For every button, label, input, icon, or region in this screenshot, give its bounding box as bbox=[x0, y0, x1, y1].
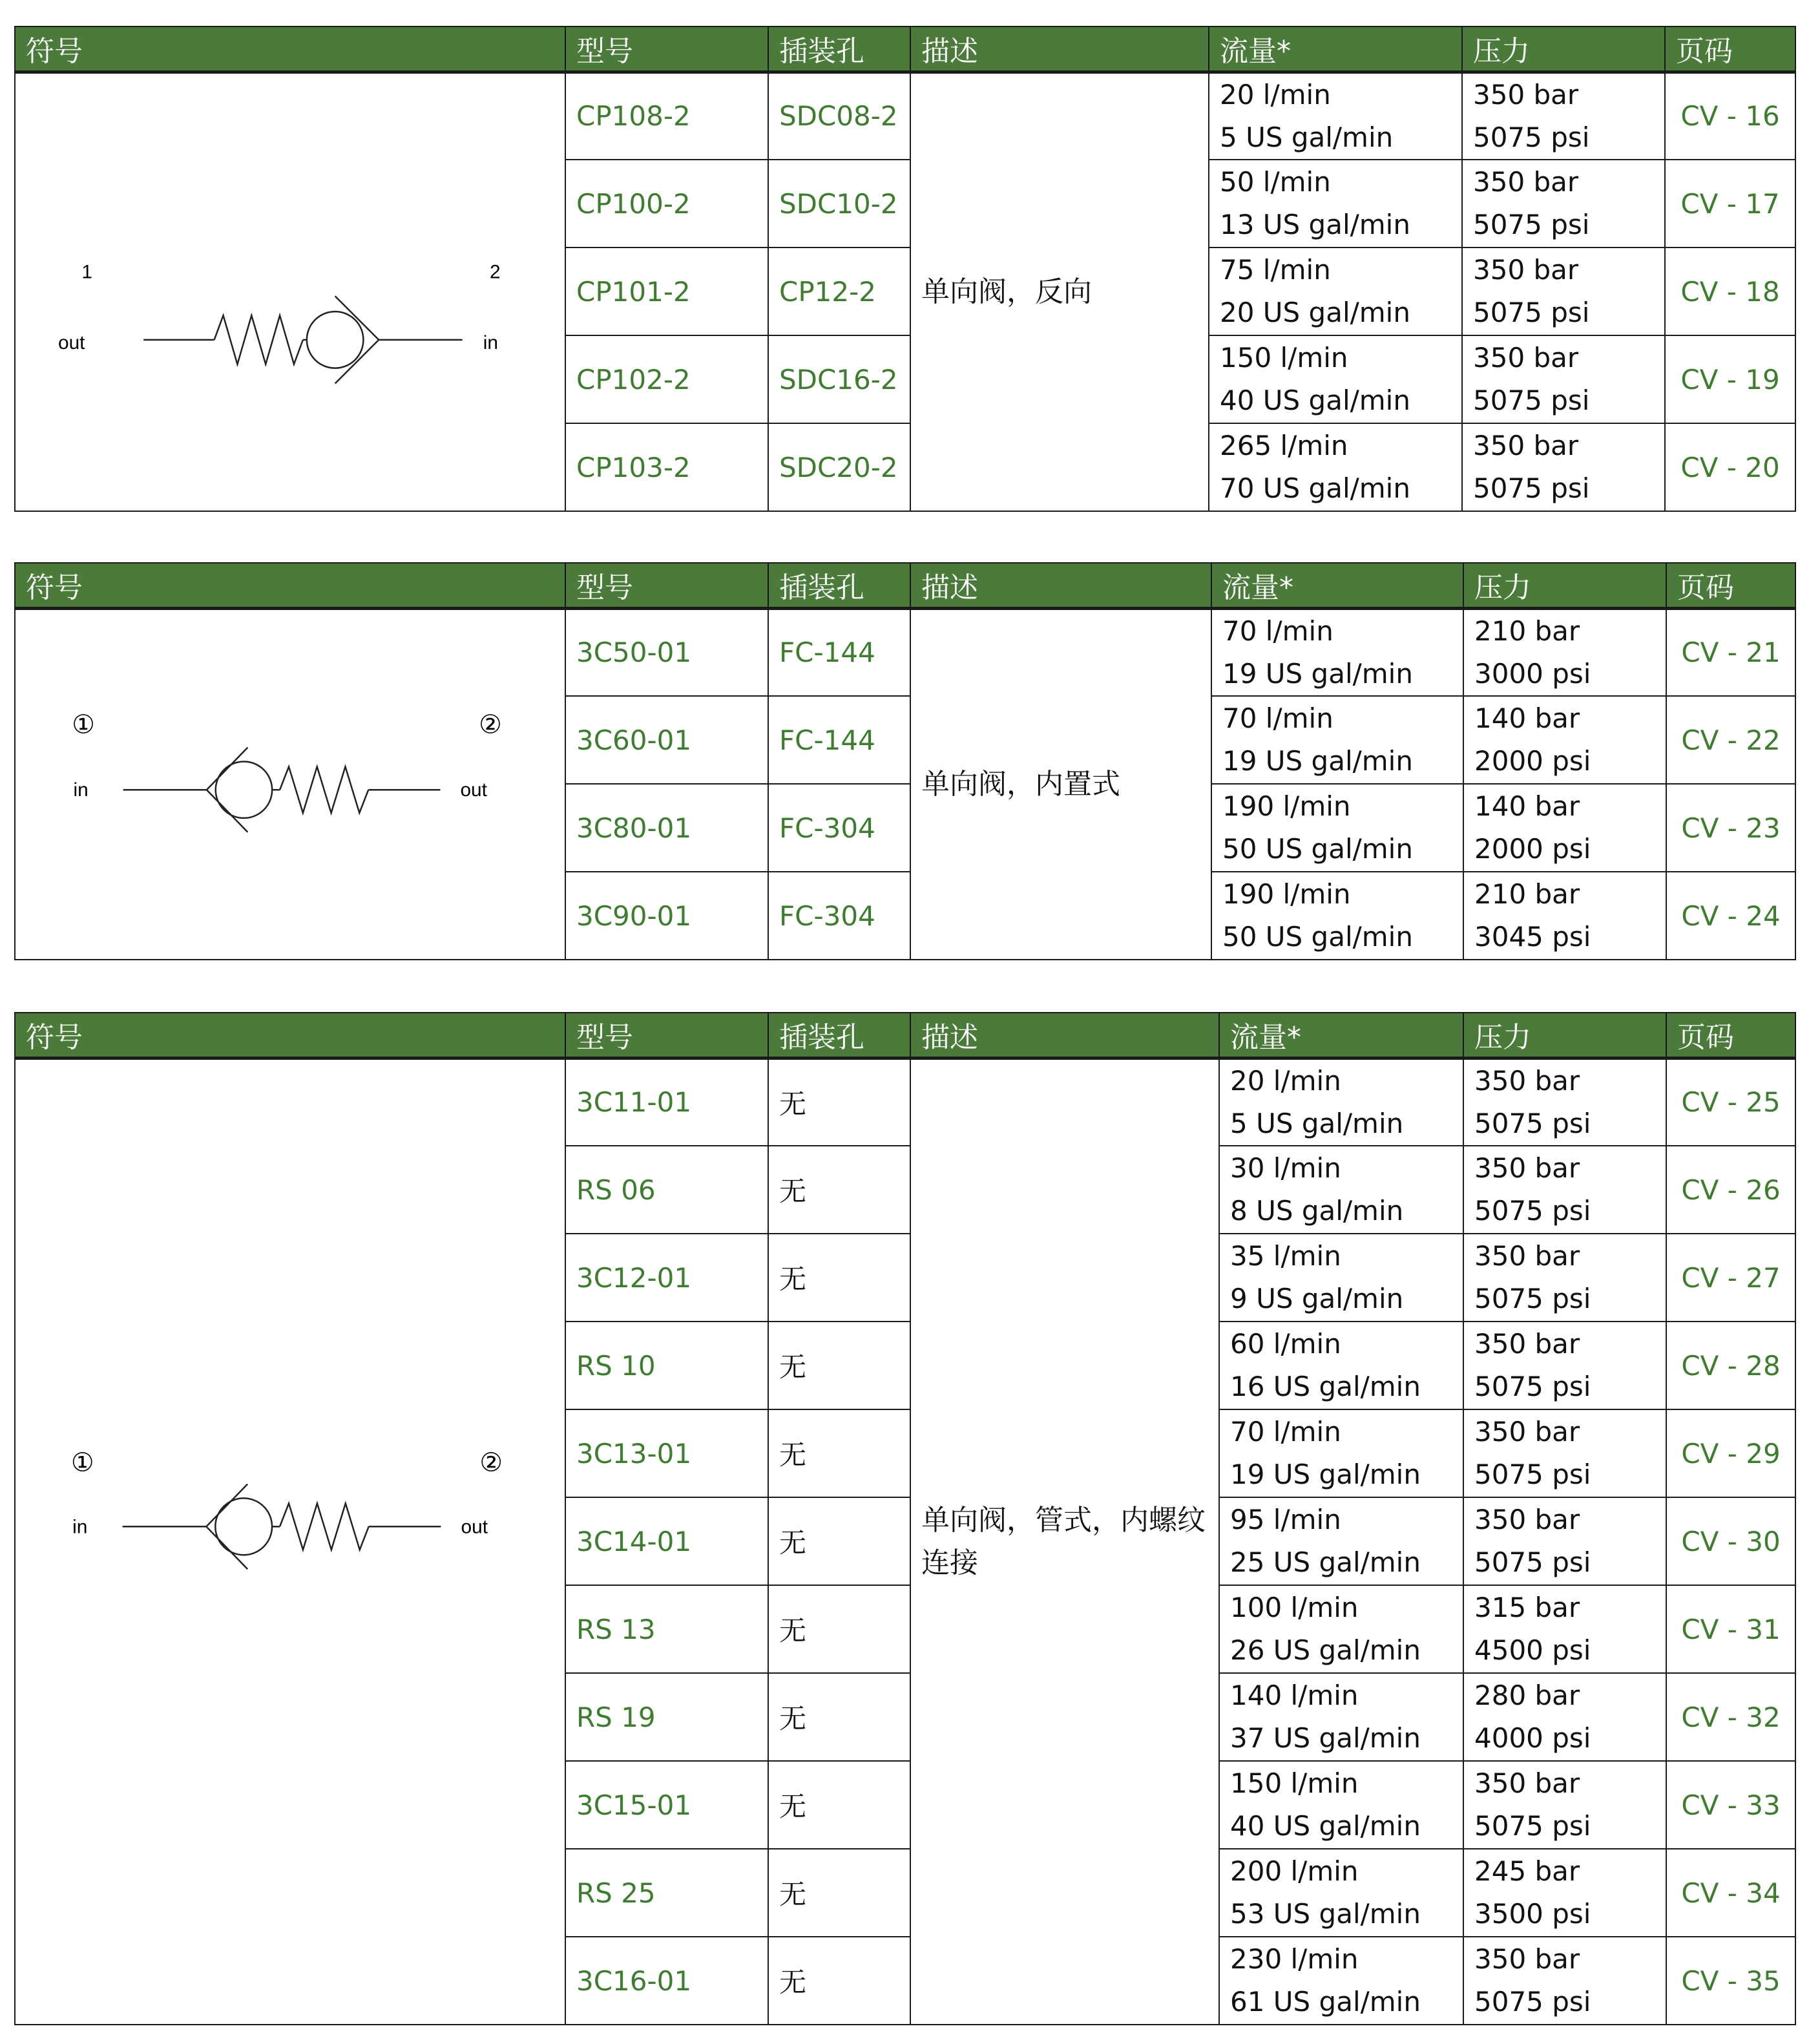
flow-cell bbox=[1219, 1322, 1463, 1409]
spec-table-inline-check bbox=[14, 562, 1796, 960]
pressure-bar: 210 bar bbox=[1474, 615, 1580, 647]
cavity-cell[interactable]: SDC20-2 bbox=[768, 423, 910, 511]
port-left-number: ① bbox=[72, 710, 95, 740]
flow-cell bbox=[1209, 72, 1462, 160]
page-cell[interactable]: CV - 21 bbox=[1666, 608, 1795, 696]
model-cell[interactable]: CP100-2 bbox=[565, 160, 768, 248]
header-page: 页码 bbox=[1666, 563, 1795, 608]
flow-us: 20 US gal/min bbox=[1220, 297, 1410, 328]
cavity-cell[interactable]: SDC10-2 bbox=[768, 160, 910, 248]
header-cavity: 插装孔 bbox=[768, 1013, 910, 1058]
pressure-cell bbox=[1463, 784, 1666, 872]
page-cell[interactable]: CV - 25 bbox=[1666, 1058, 1795, 1146]
flow-cell bbox=[1209, 335, 1462, 423]
header-model: 型号 bbox=[565, 26, 768, 72]
port-right-number: 2 bbox=[490, 260, 501, 282]
model-cell[interactable]: 3C11-01 bbox=[565, 1058, 768, 1146]
header-cavity: 插装孔 bbox=[768, 563, 910, 608]
flow-metric: 20 l/min bbox=[1220, 78, 1331, 111]
pressure-bar: 315 bar bbox=[1474, 1592, 1580, 1623]
flow-us: 9 US gal/min bbox=[1230, 1283, 1404, 1314]
table-row bbox=[15, 72, 1795, 160]
page-cell[interactable]: CV - 19 bbox=[1665, 335, 1795, 423]
pressure-bar: 245 bar bbox=[1474, 1855, 1580, 1887]
model-cell[interactable]: CP101-2 bbox=[565, 248, 768, 335]
cavity-cell[interactable]: FC-304 bbox=[768, 872, 910, 960]
header-flow: 流量* bbox=[1211, 563, 1463, 608]
page-cell[interactable]: CV - 24 bbox=[1666, 872, 1795, 960]
header-model: 型号 bbox=[565, 563, 768, 608]
page-cell[interactable]: CV - 32 bbox=[1666, 1673, 1795, 1761]
pressure-psi: 4000 psi bbox=[1474, 1722, 1591, 1754]
pressure-bar: 350 bar bbox=[1473, 254, 1579, 286]
pressure-cell bbox=[1462, 160, 1665, 248]
model-cell[interactable]: 3C12-01 bbox=[565, 1234, 768, 1322]
port-right-number: ② bbox=[479, 1448, 503, 1478]
pressure-cell bbox=[1463, 1234, 1666, 1322]
cavity-cell[interactable]: FC-144 bbox=[768, 696, 910, 784]
flow-cell bbox=[1219, 1497, 1463, 1585]
pressure-bar: 350 bar bbox=[1474, 1240, 1580, 1272]
page-cell[interactable]: CV - 35 bbox=[1666, 1937, 1795, 2025]
flow-us: 19 US gal/min bbox=[1222, 657, 1413, 690]
pressure-psi: 5075 psi bbox=[1474, 1986, 1591, 2018]
header-pressure: 压力 bbox=[1463, 1013, 1666, 1058]
model-cell[interactable]: 3C60-01 bbox=[565, 696, 768, 784]
page-cell[interactable]: CV - 30 bbox=[1666, 1497, 1795, 1585]
description-cell: 单向阀，反向 bbox=[910, 72, 1209, 511]
pressure-psi: 5075 psi bbox=[1473, 209, 1590, 240]
flow-cell bbox=[1219, 1058, 1463, 1146]
cavity-cell[interactable]: CP12-2 bbox=[768, 248, 910, 335]
pressure-cell bbox=[1463, 872, 1666, 960]
page-cell[interactable]: CV - 28 bbox=[1666, 1322, 1795, 1409]
table-header-row bbox=[15, 563, 1795, 608]
pressure-cell bbox=[1463, 1585, 1666, 1673]
symbol-cell bbox=[15, 72, 565, 511]
model-cell[interactable]: CP103-2 bbox=[565, 423, 768, 511]
cavity-cell: 无 bbox=[768, 1673, 910, 1761]
spec-table-line-mounted-check bbox=[14, 1012, 1796, 2025]
model-cell[interactable]: 3C80-01 bbox=[565, 784, 768, 872]
header-flow: 流量* bbox=[1209, 26, 1462, 72]
model-cell[interactable]: 3C14-01 bbox=[565, 1497, 768, 1585]
flow-us: 19 US gal/min bbox=[1222, 745, 1413, 777]
pressure-bar: 350 bar bbox=[1473, 430, 1579, 461]
pressure-psi: 5075 psi bbox=[1474, 1810, 1591, 1842]
pressure-psi: 5075 psi bbox=[1474, 1107, 1591, 1139]
pressure-bar: 350 bar bbox=[1474, 1152, 1580, 1184]
header-description: 描述 bbox=[910, 1013, 1219, 1058]
pressure-cell bbox=[1463, 608, 1666, 696]
flow-metric: 100 l/min bbox=[1230, 1592, 1359, 1623]
pressure-psi: 3500 psi bbox=[1474, 1898, 1591, 1930]
page-cell[interactable]: CV - 31 bbox=[1666, 1585, 1795, 1673]
flow-cell bbox=[1219, 1849, 1463, 1937]
flow-metric: 20 l/min bbox=[1230, 1064, 1341, 1097]
flow-us: 37 US gal/min bbox=[1230, 1722, 1421, 1754]
page-cell[interactable]: CV - 20 bbox=[1665, 423, 1795, 511]
flow-metric: 230 l/min bbox=[1230, 1943, 1359, 1975]
header-symbol: 符号 bbox=[15, 1013, 565, 1058]
flow-us: 40 US gal/min bbox=[1220, 385, 1410, 416]
port-right-number: ② bbox=[479, 710, 502, 740]
pressure-psi: 5075 psi bbox=[1474, 1546, 1591, 1578]
page-cell[interactable]: CV - 29 bbox=[1666, 1409, 1795, 1497]
flow-cell bbox=[1219, 1146, 1463, 1234]
check-valve-inline-symbol-icon bbox=[16, 610, 565, 960]
page-cell[interactable]: CV - 16 bbox=[1665, 72, 1795, 160]
flow-us: 5 US gal/min bbox=[1220, 121, 1394, 153]
page-cell[interactable]: CV - 17 bbox=[1665, 160, 1795, 248]
table-header-row bbox=[15, 26, 1795, 72]
pressure-cell bbox=[1462, 423, 1665, 511]
flow-us: 50 US gal/min bbox=[1222, 921, 1413, 953]
pressure-bar: 350 bar bbox=[1474, 1416, 1580, 1448]
flow-metric: 150 l/min bbox=[1230, 1767, 1359, 1799]
cavity-cell[interactable]: SDC08-2 bbox=[768, 72, 910, 160]
flow-cell bbox=[1219, 1585, 1463, 1673]
pressure-bar: 350 bar bbox=[1473, 342, 1579, 374]
header-symbol: 符号 bbox=[15, 563, 565, 608]
description-cell: 单向阀，内置式 bbox=[910, 608, 1211, 960]
pressure-psi: 5075 psi bbox=[1473, 121, 1590, 153]
pressure-bar: 210 bar bbox=[1474, 878, 1580, 910]
page-cell[interactable]: CV - 18 bbox=[1665, 248, 1795, 335]
cavity-cell: 无 bbox=[768, 1234, 910, 1322]
port-right-label: in bbox=[483, 332, 499, 353]
flow-us: 25 US gal/min bbox=[1230, 1546, 1421, 1578]
table-row bbox=[15, 608, 1795, 696]
pressure-bar: 350 bar bbox=[1474, 1328, 1580, 1360]
model-cell[interactable]: RS 06 bbox=[565, 1146, 768, 1234]
flow-metric: 200 l/min bbox=[1230, 1855, 1359, 1887]
flow-metric: 50 l/min bbox=[1220, 166, 1331, 198]
pressure-psi: 2000 psi bbox=[1474, 833, 1591, 865]
symbol-cell bbox=[15, 1058, 565, 2025]
model-cell[interactable]: RS 10 bbox=[565, 1322, 768, 1409]
flow-metric: 70 l/min bbox=[1222, 615, 1333, 647]
page-cell[interactable]: CV - 33 bbox=[1666, 1761, 1795, 1849]
pressure-psi: 3045 psi bbox=[1474, 921, 1591, 953]
port-left-label: in bbox=[72, 1515, 88, 1537]
cavity-cell: 无 bbox=[768, 1585, 910, 1673]
cavity-cell[interactable]: FC-144 bbox=[768, 608, 910, 696]
page-cell[interactable]: CV - 23 bbox=[1666, 784, 1795, 872]
pressure-psi: 5075 psi bbox=[1474, 1371, 1591, 1402]
cavity-cell: 无 bbox=[768, 1937, 910, 2025]
flow-metric: 265 l/min bbox=[1220, 430, 1348, 461]
pressure-bar: 280 bar bbox=[1474, 1680, 1580, 1711]
check-valve-inline-symbol-icon bbox=[16, 1060, 565, 2025]
flow-us: 13 US gal/min bbox=[1220, 209, 1410, 240]
flow-cell bbox=[1209, 423, 1462, 511]
spec-table-reverse-check bbox=[14, 26, 1796, 512]
pressure-psi: 2000 psi bbox=[1474, 745, 1591, 777]
port-left-number: 1 bbox=[81, 260, 92, 282]
flow-metric: 70 l/min bbox=[1230, 1416, 1341, 1448]
flow-us: 61 US gal/min bbox=[1230, 1986, 1421, 2018]
flow-metric: 190 l/min bbox=[1222, 878, 1351, 910]
description-cell: 单向阀，管式，内螺纹连接 bbox=[910, 1058, 1219, 2025]
port-left-label: out bbox=[58, 332, 85, 353]
pressure-cell bbox=[1463, 1673, 1666, 1761]
header-symbol: 符号 bbox=[15, 26, 565, 72]
cavity-cell[interactable]: FC-304 bbox=[768, 784, 910, 872]
flow-us: 40 US gal/min bbox=[1230, 1810, 1421, 1842]
pressure-bar: 350 bar bbox=[1474, 1767, 1580, 1799]
model-cell[interactable]: 3C15-01 bbox=[565, 1761, 768, 1849]
pressure-cell bbox=[1462, 335, 1665, 423]
flow-metric: 60 l/min bbox=[1230, 1328, 1341, 1360]
model-cell[interactable]: RS 13 bbox=[565, 1585, 768, 1673]
flow-metric: 30 l/min bbox=[1230, 1152, 1341, 1184]
model-cell[interactable]: RS 25 bbox=[565, 1849, 768, 1937]
flow-cell bbox=[1219, 1761, 1463, 1849]
table-row bbox=[15, 1058, 1795, 1146]
pressure-cell bbox=[1463, 1937, 1666, 2025]
flow-cell bbox=[1211, 696, 1463, 784]
model-cell[interactable]: 3C50-01 bbox=[565, 608, 768, 696]
pressure-cell bbox=[1462, 72, 1665, 160]
flow-cell bbox=[1211, 784, 1463, 872]
table-header-row bbox=[15, 1013, 1795, 1058]
header-page: 页码 bbox=[1666, 1013, 1795, 1058]
pressure-bar: 350 bar bbox=[1473, 78, 1579, 111]
header-cavity: 插装孔 bbox=[768, 26, 910, 72]
flow-us: 16 US gal/min bbox=[1230, 1371, 1421, 1402]
flow-cell bbox=[1219, 1937, 1463, 2025]
header-pressure: 压力 bbox=[1462, 26, 1665, 72]
cavity-cell[interactable]: SDC16-2 bbox=[768, 335, 910, 423]
pressure-psi: 5075 psi bbox=[1474, 1459, 1591, 1490]
cavity-cell: 无 bbox=[768, 1497, 910, 1585]
model-cell[interactable]: CP108-2 bbox=[565, 72, 768, 160]
flow-us: 8 US gal/min bbox=[1230, 1195, 1404, 1227]
cavity-cell: 无 bbox=[768, 1322, 910, 1409]
cavity-cell: 无 bbox=[768, 1058, 910, 1146]
pressure-cell bbox=[1463, 1849, 1666, 1937]
flow-cell bbox=[1219, 1673, 1463, 1761]
pressure-psi: 5075 psi bbox=[1473, 472, 1590, 504]
pressure-cell bbox=[1463, 1497, 1666, 1585]
page-cell[interactable]: CV - 22 bbox=[1666, 696, 1795, 784]
cavity-cell: 无 bbox=[768, 1849, 910, 1937]
pressure-psi: 5075 psi bbox=[1474, 1283, 1591, 1314]
flow-metric: 75 l/min bbox=[1220, 254, 1331, 286]
port-right-label: out bbox=[461, 1515, 488, 1537]
model-cell[interactable]: CP102-2 bbox=[565, 335, 768, 423]
flow-metric: 95 l/min bbox=[1230, 1504, 1341, 1535]
flow-cell bbox=[1209, 248, 1462, 335]
flow-us: 50 US gal/min bbox=[1222, 833, 1413, 865]
flow-cell bbox=[1219, 1409, 1463, 1497]
pressure-cell bbox=[1463, 1058, 1666, 1146]
pressure-bar: 350 bar bbox=[1473, 166, 1579, 198]
flow-metric: 35 l/min bbox=[1230, 1240, 1341, 1272]
model-cell[interactable]: 3C13-01 bbox=[565, 1409, 768, 1497]
pressure-bar: 140 bar bbox=[1474, 702, 1580, 734]
header-pressure: 压力 bbox=[1463, 563, 1666, 608]
check-valve-reverse-symbol-icon bbox=[16, 74, 565, 511]
pressure-bar: 350 bar bbox=[1474, 1064, 1580, 1097]
flow-metric: 190 l/min bbox=[1222, 790, 1351, 822]
pressure-cell bbox=[1462, 248, 1665, 335]
page-cell[interactable]: CV - 27 bbox=[1666, 1234, 1795, 1322]
flow-us: 19 US gal/min bbox=[1230, 1459, 1421, 1490]
pressure-cell bbox=[1463, 696, 1666, 784]
pressure-bar: 350 bar bbox=[1474, 1504, 1580, 1535]
pressure-bar: 140 bar bbox=[1474, 790, 1580, 822]
model-cell[interactable]: RS 19 bbox=[565, 1673, 768, 1761]
pressure-psi: 5075 psi bbox=[1473, 385, 1590, 416]
flow-cell bbox=[1211, 872, 1463, 960]
pressure-psi: 5075 psi bbox=[1474, 1195, 1591, 1227]
header-description: 描述 bbox=[910, 26, 1209, 72]
port-left-label: in bbox=[73, 779, 89, 801]
flow-us: 53 US gal/min bbox=[1230, 1898, 1421, 1930]
cavity-cell: 无 bbox=[768, 1146, 910, 1234]
header-description: 描述 bbox=[910, 563, 1211, 608]
flow-us: 26 US gal/min bbox=[1230, 1634, 1421, 1666]
symbol-cell bbox=[15, 608, 565, 960]
page-cell[interactable]: CV - 26 bbox=[1666, 1146, 1795, 1234]
page-cell[interactable]: CV - 34 bbox=[1666, 1849, 1795, 1937]
flow-cell bbox=[1219, 1234, 1463, 1322]
header-page: 页码 bbox=[1665, 26, 1795, 72]
header-flow: 流量* bbox=[1219, 1013, 1463, 1058]
model-cell[interactable]: 3C90-01 bbox=[565, 872, 768, 960]
cavity-cell: 无 bbox=[768, 1761, 910, 1849]
port-right-label: out bbox=[460, 779, 487, 801]
cavity-cell: 无 bbox=[768, 1409, 910, 1497]
model-cell[interactable]: 3C16-01 bbox=[565, 1937, 768, 2025]
flow-us: 70 US gal/min bbox=[1220, 472, 1410, 504]
flow-metric: 150 l/min bbox=[1220, 342, 1348, 374]
pressure-psi: 3000 psi bbox=[1474, 657, 1591, 690]
pressure-cell bbox=[1463, 1761, 1666, 1849]
flow-us: 5 US gal/min bbox=[1230, 1107, 1404, 1139]
port-left-number: ① bbox=[70, 1448, 94, 1478]
flow-metric: 70 l/min bbox=[1222, 702, 1333, 734]
pressure-psi: 5075 psi bbox=[1473, 297, 1590, 328]
pressure-cell bbox=[1463, 1146, 1666, 1234]
header-model: 型号 bbox=[565, 1013, 768, 1058]
flow-cell bbox=[1209, 160, 1462, 248]
pressure-psi: 4500 psi bbox=[1474, 1634, 1591, 1666]
flow-cell bbox=[1211, 608, 1463, 696]
flow-metric: 140 l/min bbox=[1230, 1680, 1359, 1711]
pressure-bar: 350 bar bbox=[1474, 1943, 1580, 1975]
pressure-cell bbox=[1463, 1409, 1666, 1497]
pressure-cell bbox=[1463, 1322, 1666, 1409]
